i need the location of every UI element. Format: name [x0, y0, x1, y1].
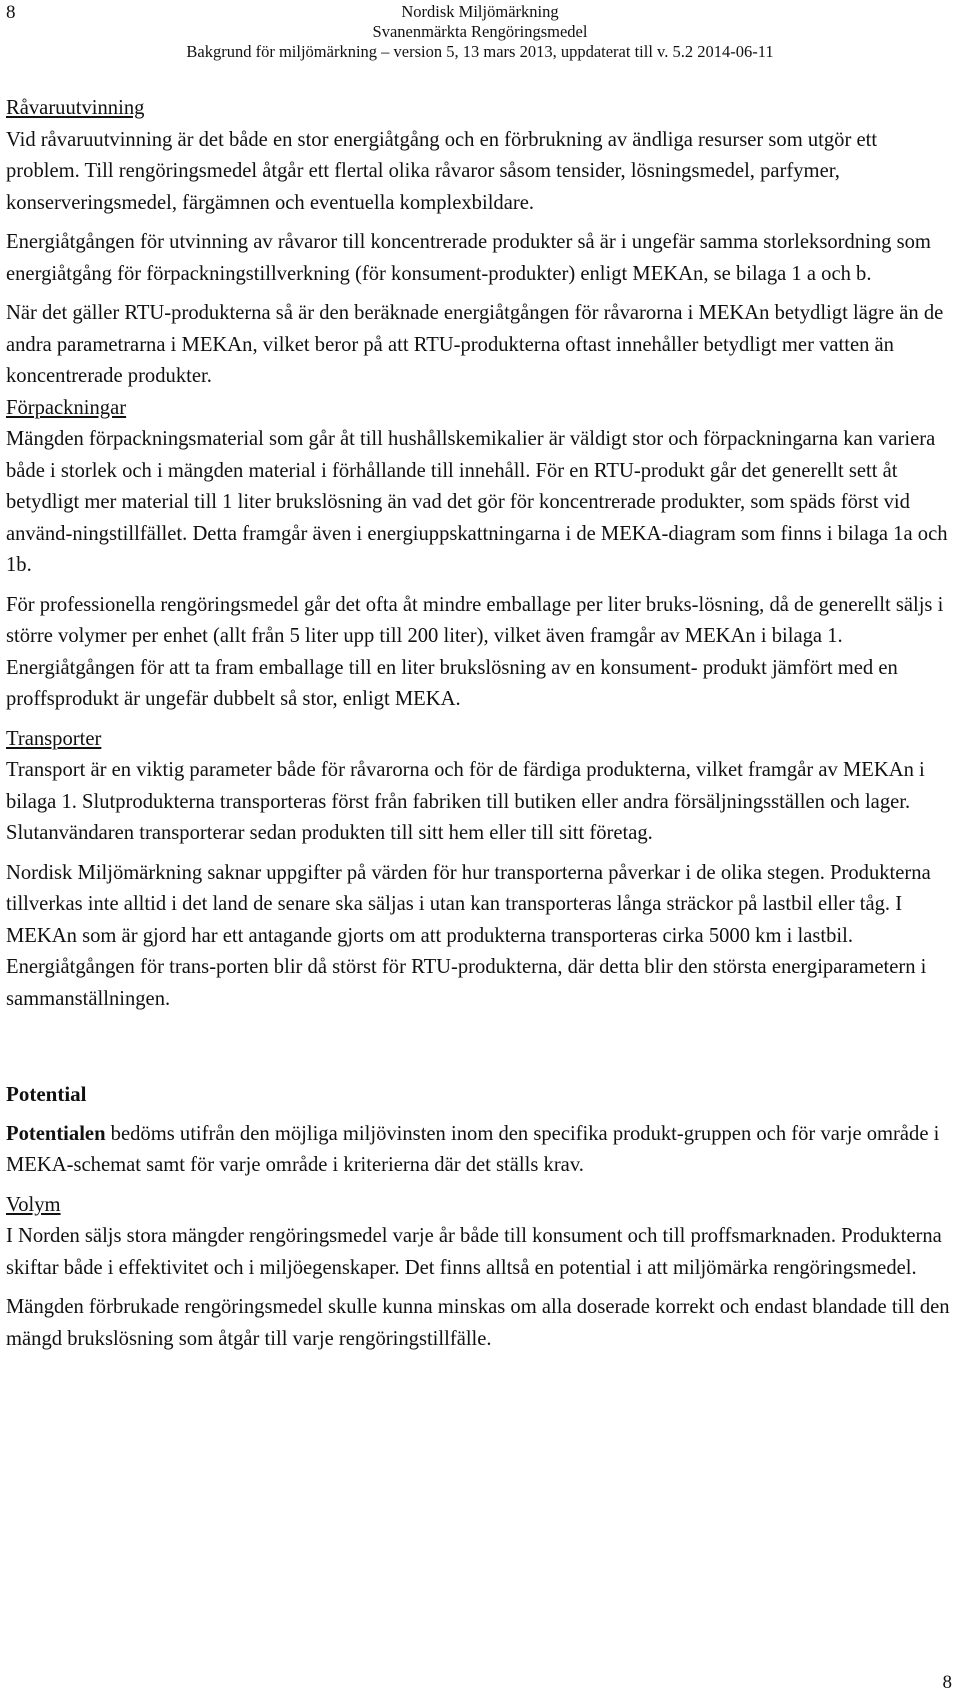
section-heading-transport: Transporter	[6, 727, 102, 750]
page-number-bottom: 8	[942, 1672, 952, 1693]
header-background: Bakgrund för miljömärkning – version 5, 13 mars 2013, uppdaterat till v. 5.2 2014-06-11	[186, 42, 774, 61]
header-product: Svanenmärkta Rengöringsmedel	[372, 22, 588, 41]
potential-text: bedöms utifrån den möjliga miljövinsten inom den specifika produkt-gruppen och för varje område i MEKA-schemat samt för varje område i kriterierna där det ställs krav.	[6, 1122, 940, 1176]
running-header	[0, 2, 960, 62]
paragraph: Mängden förpackningsmaterial som går åt till hushållskemikalier är väldigt stor och förpackningarna kan variera både i storlek och i mängden material i förhållande till innehåll. För en RTU-produkt går det generellt sett åt betydligt mer material till 1 liter brukslösning än vad det gör för koncentrerade produkter, som späds först vid använd-ningstillfället. Detta framgår även i energiuppskattningarna i de MEKA-diagram som finns i bilaga 1a och 1b.	[6, 428, 948, 576]
paragraph: När det gäller RTU-produkterna så är den beräknade energiåtgången för råvarorna i MEKAn betydligt lägre än de andra parametrarna i MEKAn, vilket beror på att RTU-produkterna oftast innehåller betydligt mer vatten än koncentrerade produkter.	[6, 302, 944, 387]
section-heading-raw: Råvaruutvinning	[6, 97, 145, 119]
paragraph: Transport är en viktig parameter både för råvarorna och för de färdiga produkterna, vilket framgår av MEKAn i bilaga 1. Slutprodukterna transporteras först från fabriken till butiken eller andra försäljningsställen och lager. Slutanvändaren transporterar sedan produkten till sitt hem eller till sitt företag.	[6, 759, 925, 844]
section-heading-packaging: Förpackningar	[6, 396, 127, 419]
paragraph: Vid råvaruutvinning är det både en stor energiåtgång och en förbrukning av ändliga resurser som utgör ett problem. Till rengöringsmedel åtgår ett flertal olika råvaror såsom tensider, lösningsmedel, parfymer, konserveringsmedel, färgämnen och eventuella komplexbildare.	[6, 128, 878, 214]
paragraph-potential	[6, 1119, 954, 1182]
section-heading-volume: Volym	[6, 1193, 61, 1216]
paragraph: Mängden förbrukade rengöringsmedel skulle kunna minskas om alla doserade korrekt och endast blandade till den mängd brukslösning som åtgår till varje rengöringstillfälle.	[6, 1296, 950, 1350]
potential-lead: Potentialen	[6, 1122, 106, 1145]
paragraph: I Norden säljs stora mängder rengöringsmedel varje år både till konsument och till proffsmarknaden. Produkterna skiftar både i effektivitet och i miljöegenskaper. Det finns alltså en potential i att miljömärka rengöringsmedel.	[6, 1225, 942, 1279]
paragraph: Nordisk Miljömärkning saknar uppgifter på värden för hur transporterna påverkar i de olika stegen. Produkterna tillverkas inte alltid i det land de senare ska säljas i utan kan transporteras långa sträckor på lastbil eller tåg. I MEKAn som är gjord har ett antagande gjorts om att produkterna transporteras cirka 5000 km i lastbil. Energiåtgången för trans-porten blir då störst för RTU-produkterna, där detta blir den största energiparametern i sammanställningen.	[6, 861, 931, 1010]
paragraph: Energiåtgången för utvinning av råvaror till koncentrerade produkter så är i ungefär samma storleksordning som energiåtgång för förpackningstillverkning (för konsument-produkter) enligt MEKAn, se bilaga 1 a och b.	[6, 231, 931, 285]
page-number-top: 8	[6, 2, 16, 23]
header-org: Nordisk Miljömärkning	[401, 2, 559, 21]
page-body	[6, 93, 954, 1355]
section-heading-potential: Potential	[6, 1082, 87, 1106]
paragraph: För professionella rengöringsmedel går det ofta åt mindre emballage per liter bruks-lösning, då de generellt säljs i större volymer per enhet (allt från 5 liter upp till 200 liter), vilket även framgår av MEKAn i bilaga 1. Energiåtgången för att ta fram emballage till en liter brukslösning av en konsument- produkt jämfört med en proffsprodukt är ungefär dubbelt så stor, enligt MEKA.	[6, 593, 944, 710]
